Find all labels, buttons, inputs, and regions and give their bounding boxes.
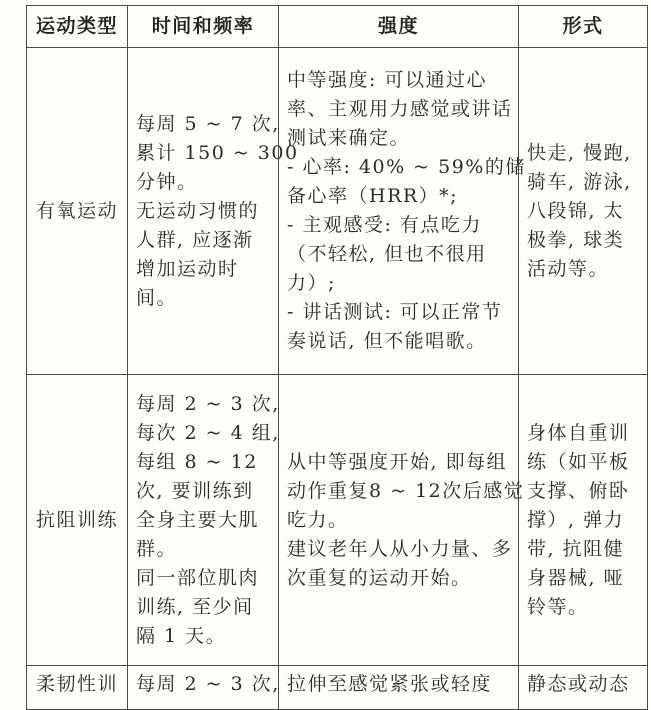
text-line: 全身主要大肌	[136, 508, 260, 531]
text-line: 备心率（HRR）*;	[287, 185, 459, 207]
text-line: 间。	[136, 286, 178, 309]
exercise-recommendation-table	[26, 5, 648, 710]
cell-time-frequency	[128, 666, 279, 710]
text-line: 无运动习惯的	[136, 199, 260, 222]
text-line: 每周 5 ~ 7 次,	[136, 112, 280, 135]
cell-time-frequency	[128, 375, 279, 666]
table-row-aerobic	[27, 48, 648, 375]
text-line: 骑车, 游泳,	[527, 170, 632, 193]
cell-exercise-type: 抗阻训练	[27, 375, 128, 666]
table-header-row	[27, 6, 648, 48]
text-line: 身器械, 哑	[527, 566, 625, 589]
text-line: 率、主观用力感觉或讲话	[287, 98, 513, 120]
cell-intensity	[279, 666, 519, 710]
text-line: （不轻松, 但也不很用	[287, 243, 487, 265]
text-line: 力）;	[287, 272, 336, 294]
cell-exercise-type: 柔韧性训	[27, 666, 128, 710]
header-time-frequency: 时间和频率	[128, 6, 279, 48]
text-line: 吃力。	[287, 508, 349, 531]
text-line: 每周 2 ~ 3 次,	[136, 392, 280, 415]
table-row-resistance	[27, 375, 648, 666]
text-line: 累计 150 ~ 300	[136, 141, 299, 164]
text-line: 分钟。	[136, 170, 198, 193]
text-line: 每组 8 ~ 12	[136, 450, 258, 473]
text-line: - 心率: 40% ~ 59%的储	[287, 156, 526, 178]
text-line: 静态或动态	[527, 673, 630, 695]
text-line: - 主观感受: 有点吃力	[287, 214, 482, 236]
text-line: 撑）, 弹力	[527, 508, 625, 531]
text-line: 增加运动时	[136, 257, 239, 280]
cell-form	[519, 666, 648, 710]
text-line: 测试来确定。	[287, 127, 411, 149]
text-line: 快走, 慢跑,	[527, 141, 632, 164]
text-line: 练（如平板	[527, 450, 630, 473]
exercise-recommendation-table-container	[26, 5, 647, 710]
cell-intensity	[279, 48, 526, 375]
text-line: 从中等强度开始, 即每组	[287, 450, 508, 473]
text-line: 人群, 应逐渐	[136, 228, 254, 251]
header-form: 形式	[519, 6, 648, 48]
cell-form	[519, 375, 648, 666]
text-line: 同一部位肌肉	[136, 566, 260, 589]
text-line: 训练, 至少间	[136, 595, 254, 618]
text-line: 次重复的运动开始。	[287, 566, 472, 589]
text-line: 中等强度: 可以通过心	[287, 69, 487, 91]
text-line: 奏说话, 但不能唱歌。	[287, 330, 487, 352]
text-line: - 讲话测试: 可以正常节	[287, 301, 503, 323]
text-line: 隔 1 天。	[136, 624, 227, 647]
text-line: 身体自重训	[527, 421, 630, 444]
header-exercise-type: 运动类型	[27, 6, 128, 48]
text-line: 群。	[136, 537, 178, 560]
header-intensity: 强度	[279, 6, 519, 48]
cell-exercise-type: 有氧运动	[27, 48, 128, 375]
text-line: 拉伸至感觉紧张或轻度	[287, 673, 493, 695]
text-line: 每周 2 ~ 3 次,	[136, 673, 280, 695]
text-line: 动作重复8 ~ 12次后感觉	[287, 479, 525, 502]
text-line: 支撑、俯卧	[527, 479, 630, 502]
text-line: 次, 要训练到	[136, 479, 254, 502]
text-line: 八段锦, 太	[527, 199, 625, 222]
text-line: 每次 2 ~ 4 组,	[136, 421, 280, 444]
text-line: 铃等。	[527, 595, 589, 618]
text-line: 建议老年人从小力量、多	[287, 537, 513, 560]
cell-time-frequency	[128, 48, 299, 375]
text-line: 带, 抗阻健	[527, 537, 625, 560]
text-line: 活动等。	[527, 257, 610, 280]
table-row-flexibility	[27, 666, 648, 710]
cell-intensity	[279, 375, 525, 666]
cell-form	[519, 48, 648, 375]
text-line: 极拳, 球类	[527, 228, 625, 251]
